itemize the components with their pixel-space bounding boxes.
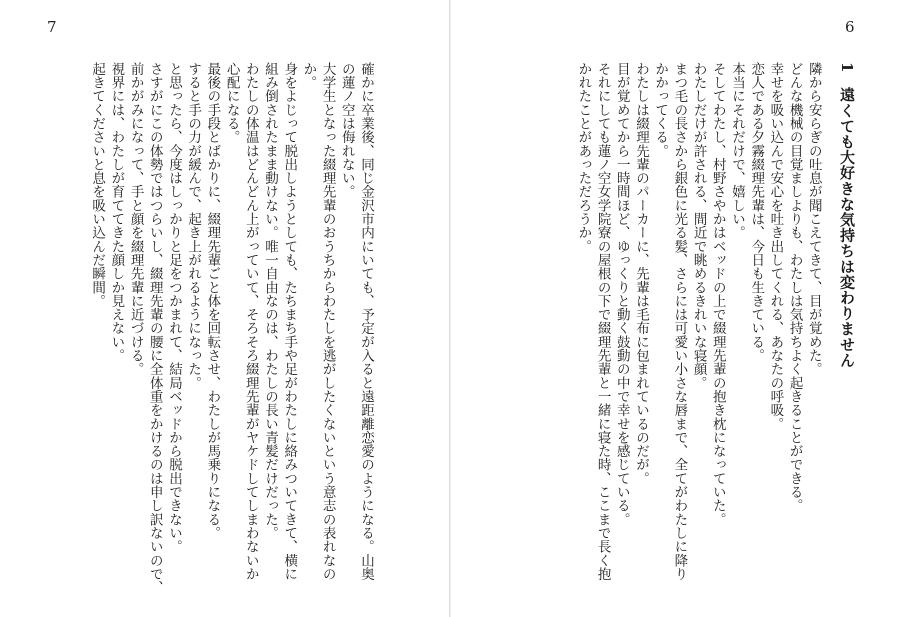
text-line: 恋人である夕霧綴理先輩は、今日も生きている。 xyxy=(748,62,765,363)
text-line: かれたことがあっただろうか。 xyxy=(575,62,592,254)
text-line: と思ったら、今度はしっかりと足をつかまれて、結局ベッドから脱出できない。 xyxy=(165,62,182,554)
text-line: 本当にそれだけで、嬉しい。 xyxy=(728,62,745,240)
text-line: 組み倒されたまま動けない。唯一自由なのは、わたしの長い青髪だけだった。 xyxy=(261,62,278,540)
left-page xyxy=(0,0,449,617)
text-line: どんな機械の目覚ましよりも、わたしは気持ちよく起きることができる。 xyxy=(786,62,803,513)
text-line: の蓮ノ空は侮れない。 xyxy=(338,62,355,199)
right-page-number: 6 xyxy=(845,18,855,36)
text-line: 幸せを吸い込んで安心を吐き出してくれる、あなたの呼吸。 xyxy=(767,62,784,431)
text-line: それにしても蓮ノ空女学院寮の屋根の下で綴理先輩と一緒に寝た時、ここまで長く抱 xyxy=(594,62,611,581)
chapter-title: 遠くても大好きな気持ちは変わりません xyxy=(838,87,856,368)
text-line: まつ毛の長さから銀色に光る髪、さらには可愛い小さな唇まで、全てがわたしに降り xyxy=(671,62,688,581)
text-line: わたしは綴理先輩のパーカーに、先輩は毛布に包まれているのだが。 xyxy=(632,62,649,486)
text-line: 大学生となった綴理先輩のおうちからわたしを逃がしたくないという意志の表れなの xyxy=(319,62,336,581)
text-line: 身をよじって脱出しようとしても、たちまち手や足がわたしに絡みついてきて、横に xyxy=(281,62,298,581)
right-page xyxy=(451,0,900,617)
text-line: 心配になる。 xyxy=(223,62,240,144)
text-line: かかってくる。 xyxy=(652,62,669,158)
text-line: さすがにこの体勢ではつらいし、綴理先輩の腰に全体重をかけるのは申し訳ないので、 xyxy=(146,62,163,595)
text-line: 起きてくださいと息を吸い込んだ瞬間。 xyxy=(89,62,106,308)
text-line: か。 xyxy=(300,62,317,90)
text-line: 確かに卒業後、同じ金沢市内にいても、予定が入ると遠距離恋愛のようになる。山奥 xyxy=(358,62,374,581)
text-line: わたしだけが許される、間近で眺めるきれいな寝顔。 xyxy=(690,62,707,390)
left-page-text xyxy=(87,62,375,595)
left-page-number: 7 xyxy=(47,18,57,36)
text-line: わたしの体温はどんどん上がっていて、そろそろ綴理先輩がヤケドしてしまわないか xyxy=(242,62,259,581)
chapter-number: 1 xyxy=(838,62,856,74)
text-line: 最後の手段とばかりに、綴理先輩ごと体を回転させ、わたしが馬乗りになる。 xyxy=(204,62,221,540)
text-line: 視界には、わたしが育ててきた顔しか見えない。 xyxy=(108,62,125,363)
text-line: 前かがみになって、手と顔を綴理先輩に近づける。 xyxy=(127,62,144,376)
text-line: 目が覚めてから一時間ほど、ゆっくりと動く鼓動の中で幸せを感じている。 xyxy=(613,62,630,527)
right-page-text xyxy=(573,62,856,582)
text-line: 隣から安らぎの吐息が聞こえてきて、目が覚めた。 xyxy=(805,62,822,376)
chapter-heading xyxy=(837,62,856,582)
text-line: すると手の力が緩んで、起き上がれるようになった。 xyxy=(185,62,202,390)
text-line: そしてわたし、村野さやかはベッドの上で綴理先輩の抱き枕になっていた。 xyxy=(709,62,726,527)
